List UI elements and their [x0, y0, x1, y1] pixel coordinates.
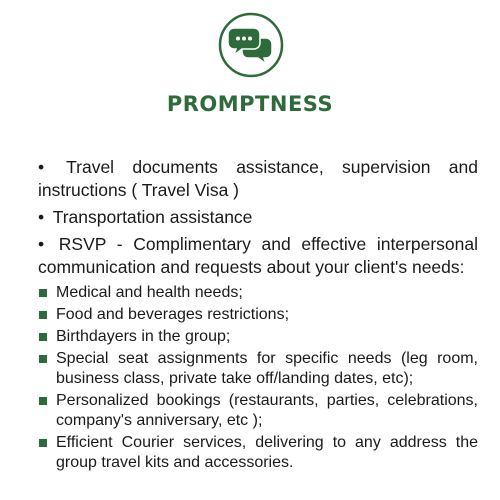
intro-item [38, 233, 478, 279]
square-bullet-icon [39, 333, 47, 341]
intro-item [38, 206, 478, 229]
list-item [38, 283, 478, 303]
bullet-dot: • [38, 207, 45, 227]
square-bullet-icon [39, 397, 47, 405]
square-bullet-icon [39, 355, 47, 363]
list-item-text: Medical and health needs; [56, 284, 243, 301]
intro-item-text: RSVP - Complimentary and effective interpersonal communication and requests about your client's needs: [38, 234, 478, 277]
list-item-text: Food and beverages restrictions; [56, 306, 290, 323]
intro-item-text: Transportation assistance [52, 207, 253, 227]
content [38, 156, 478, 475]
list-item-text: Efficient Courier services, delivering to any address the group travel kits and accessories. [56, 434, 478, 471]
page-title: PROMPTNESS [166, 92, 334, 116]
bullet-dot: • [38, 234, 45, 254]
list-item [38, 349, 478, 389]
needs-list [38, 283, 478, 473]
list-item-text: Special seat assignments for specific needs (leg room, business class, private take off/landing dates, etc); [56, 350, 478, 387]
list-item [38, 305, 478, 325]
list-item-text: Personalized bookings (restaurants, parties, celebrations, company's anniversary, etc ); [56, 392, 478, 429]
intro-item [38, 156, 478, 202]
chat-bubbles-icon [218, 12, 284, 78]
square-bullet-icon [39, 311, 47, 319]
intro-item-text: Travel documents assistance, supervision and instructions ( Travel Visa ) [38, 157, 478, 200]
list-item [38, 433, 478, 473]
bullet-dot: • [38, 157, 45, 177]
list-item [38, 391, 478, 431]
list-item [38, 327, 478, 347]
list-item-text: Birthdayers in the group; [56, 328, 231, 345]
square-bullet-icon [39, 439, 47, 447]
square-bullet-icon [39, 289, 47, 297]
